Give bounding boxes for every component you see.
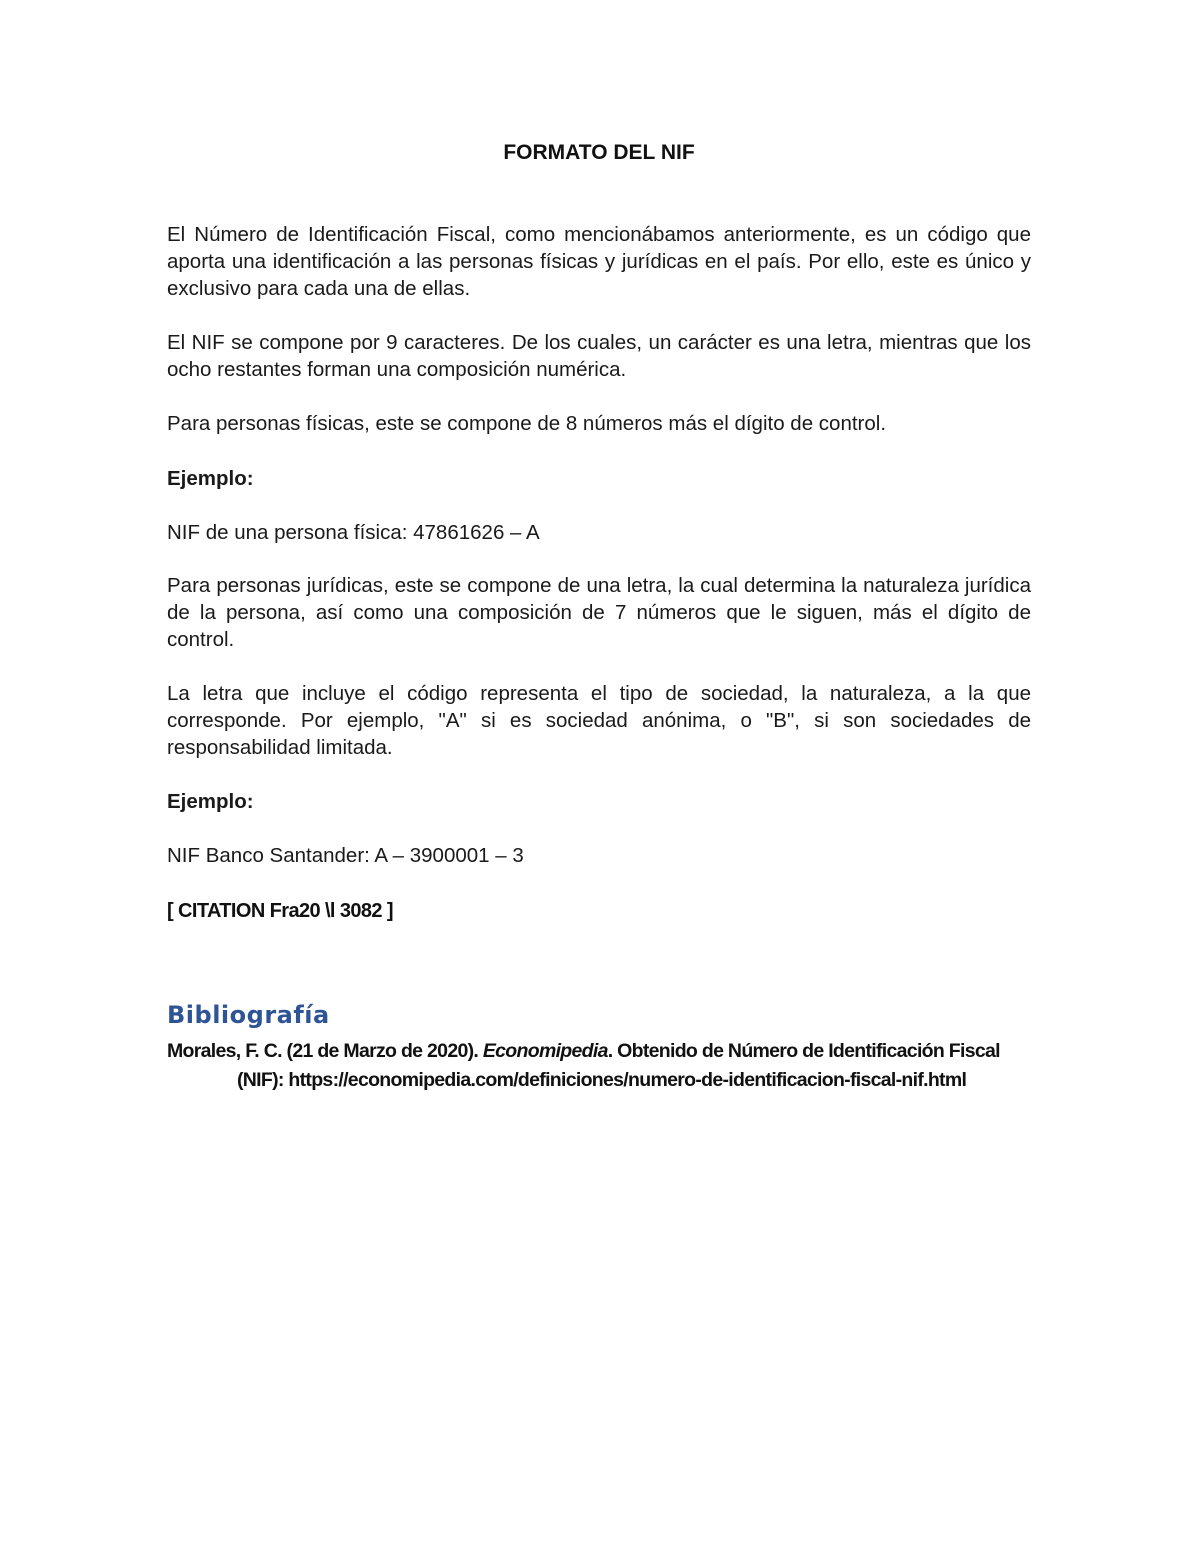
example-label-2: Ejemplo:: [167, 790, 254, 813]
example-banco-santander: NIF Banco Santander: A – 3900001 – 3: [167, 844, 524, 867]
paragraph-tipo-sociedad: La letra que incluye el código representa el tipo de sociedad, la naturaleza, a la que corresponde. Por ejemplo, "A" si es sociedad anónima, o "B", si son sociedades de responsabilidad limitada.: [167, 682, 1031, 759]
paragraph-nif-definition: El Número de Identificación Fiscal, como mencionábamos anteriormente, es un código que aporta una identificación a las personas físicas y jurídicas en el país. Por ello, este es único y exclusivo para cada una de ellas.: [167, 223, 1031, 300]
bibliography-heading: Bibliografía: [167, 1001, 330, 1029]
paragraph-personas-fisicas: Para personas físicas, este se compone de 8 números más el dígito de control.: [167, 412, 887, 435]
paragraph-personas-juridicas: Para personas jurídicas, este se compone de una letra, la cual determina la naturaleza jurídica de la persona, así como una composición de 7 números que le siguen, más el dígito de control.: [167, 574, 1031, 651]
citation-field: [ CITATION Fra20 \l 3082 ]: [167, 900, 393, 922]
document-title: FORMATO DEL NIF: [503, 141, 695, 164]
example-persona-fisica: NIF de una persona física: 47861626 – A: [167, 521, 540, 544]
paragraph-nif-composition: El NIF se compone por 9 caracteres. De los cuales, un carácter es una letra, mientras que los ocho restantes forman una composición numérica.: [167, 331, 1031, 381]
bibliography-source: Economipedia: [482, 1040, 608, 1062]
bibliography-rest: . Obtenido de Número de Identificación Fiscal (NIF): https://economipedia.com/definiciones/numero-de-identificacion-fiscal-nif.html: [237, 1040, 1000, 1091]
example-label-1: Ejemplo:: [167, 467, 254, 490]
bibliography-entry: [167, 1037, 1037, 1095]
bibliography-author-date: Morales, F. C. (21 de Marzo de 2020).: [167, 1040, 483, 1062]
